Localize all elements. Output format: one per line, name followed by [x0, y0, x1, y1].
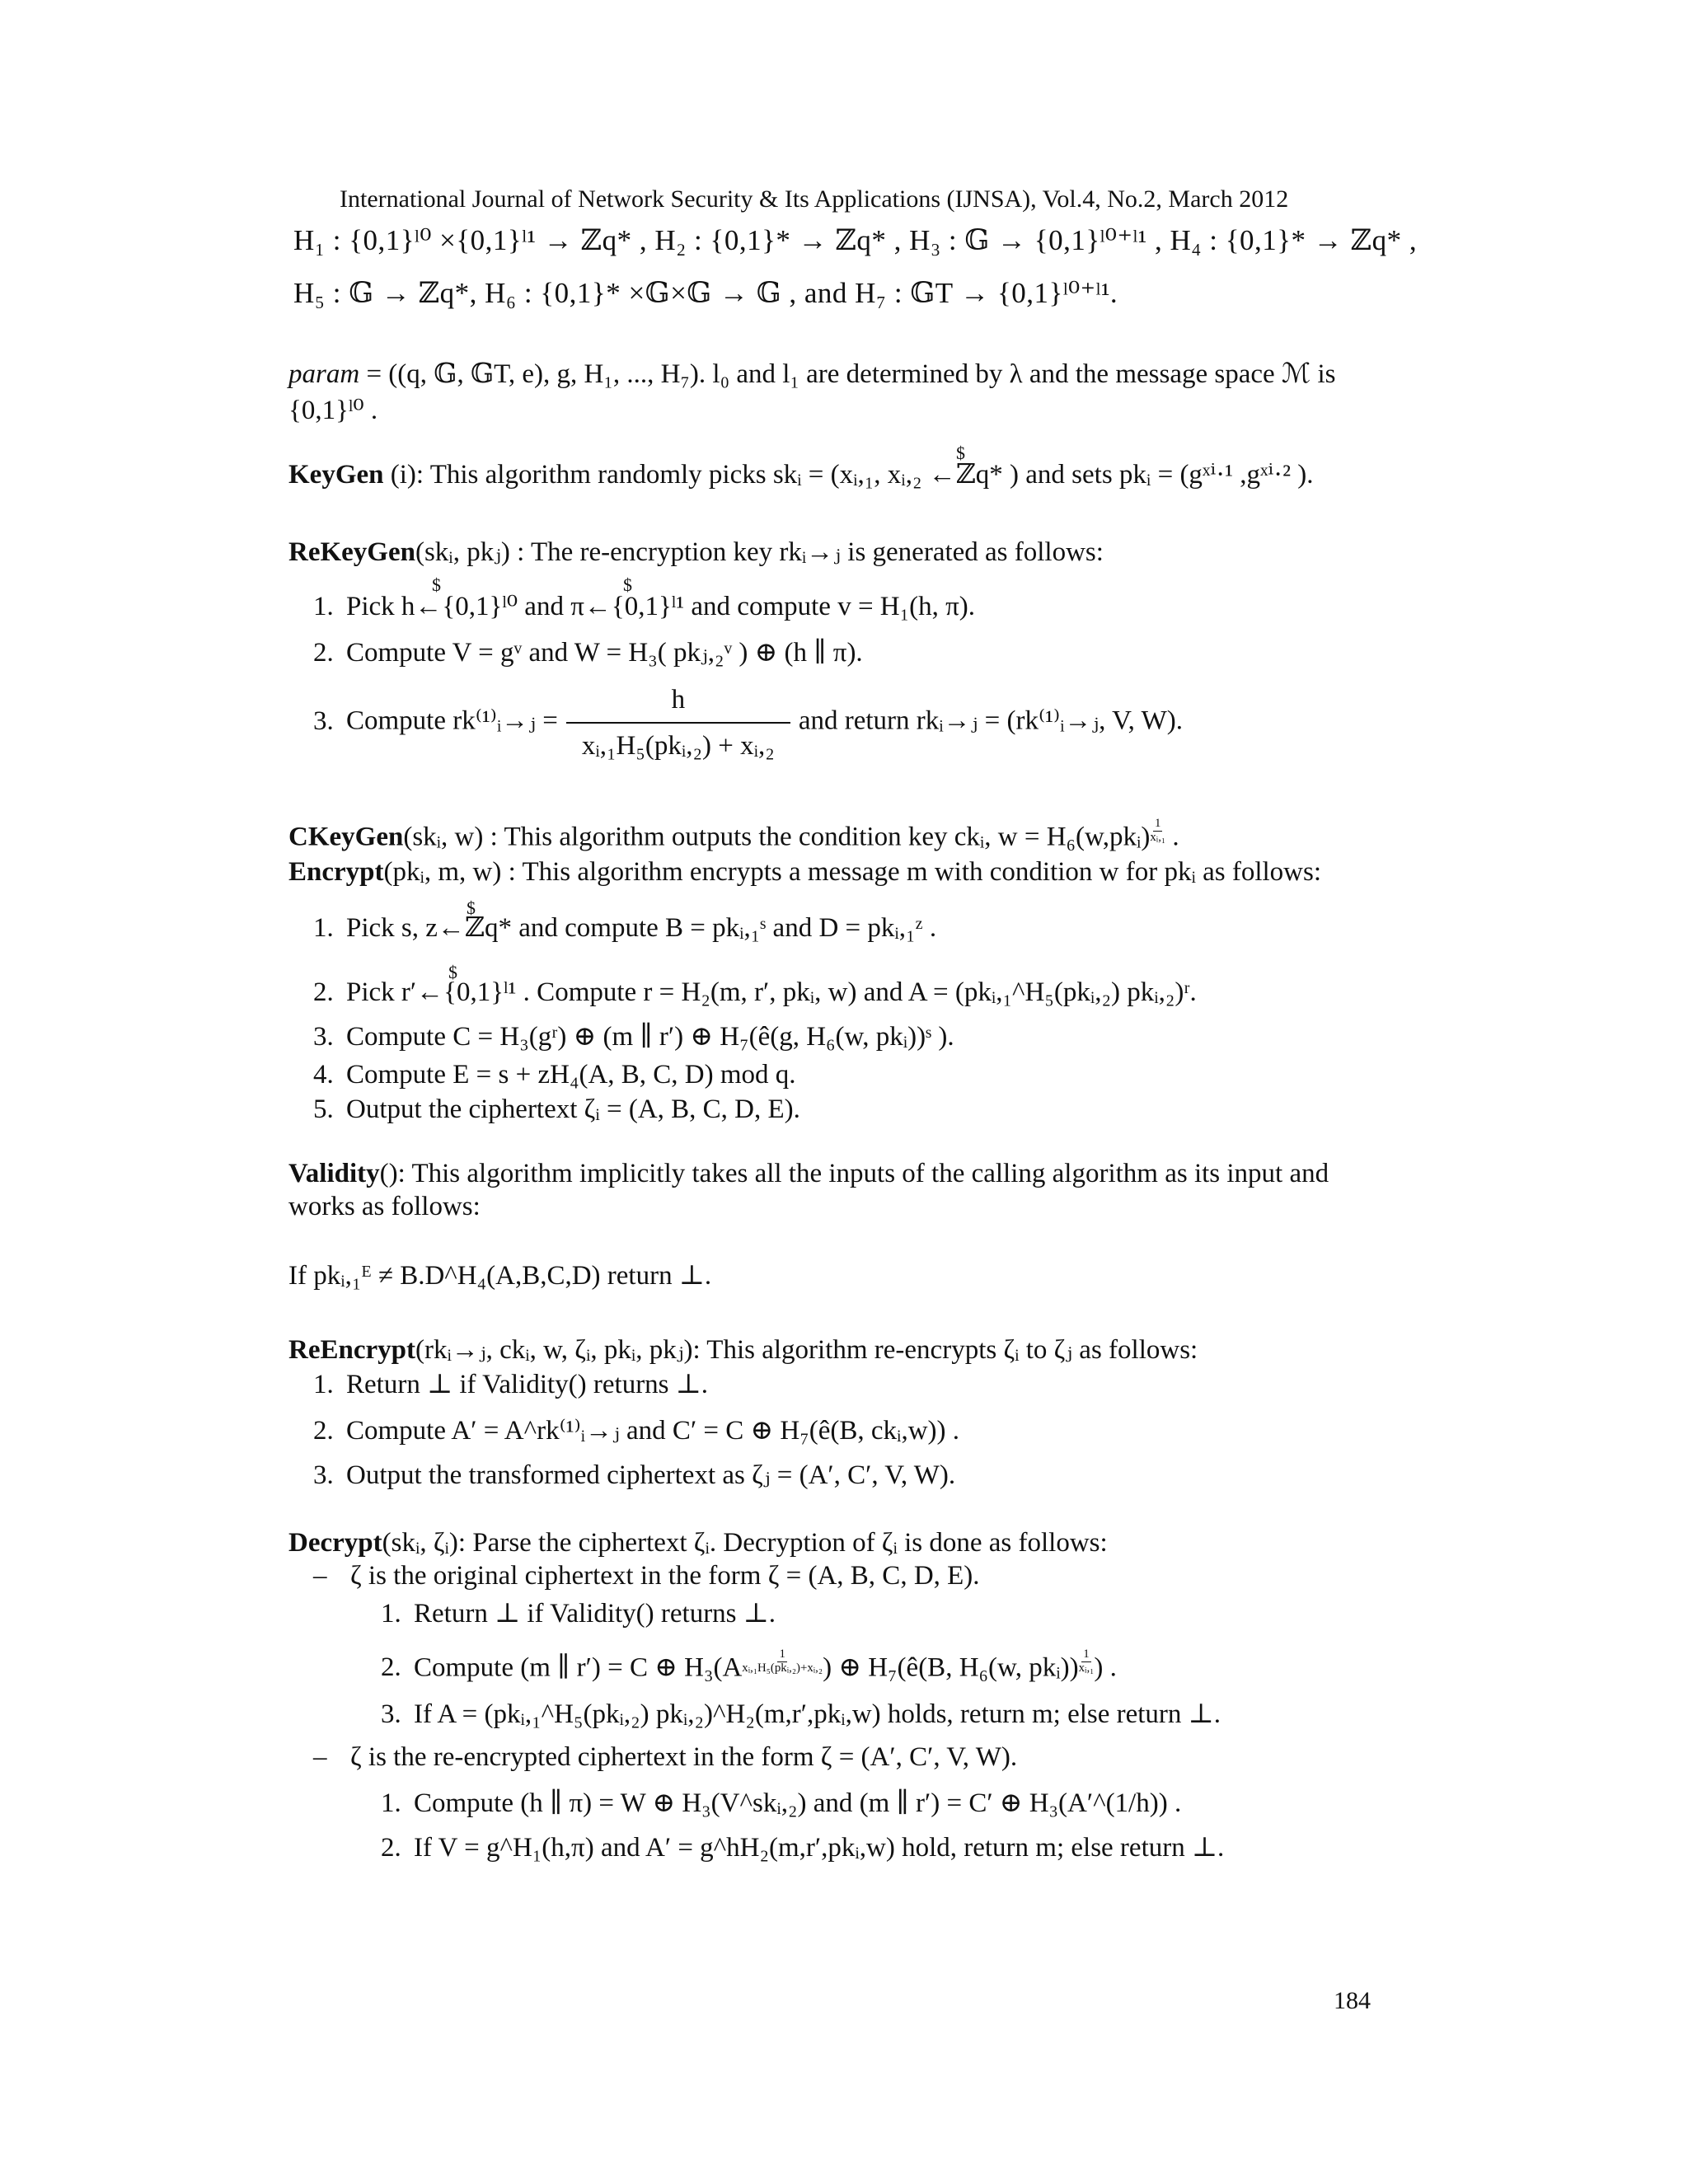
- step-text: Output the ciphertext ζᵢ = (A, B, C, D, E).: [346, 1094, 800, 1124]
- step-text-a: Compute (m ∥ r′) = C ⊕ H₃(A: [414, 1652, 743, 1683]
- step-number: 3.: [313, 1460, 334, 1490]
- encrypt-heading: [288, 855, 1321, 888]
- encrypt-random-marker-r: $: [448, 962, 457, 982]
- exponent-denominator: xᵢ,₁: [1150, 830, 1166, 844]
- step-number: 1.: [313, 592, 334, 621]
- case-dash: –: [313, 1742, 327, 1772]
- encrypt-title: Encrypt: [288, 857, 384, 887]
- step-number: 1.: [313, 1370, 334, 1399]
- ckeygen-end: .: [1165, 822, 1179, 852]
- rekeygen-step-2: [313, 636, 863, 669]
- rekeygen-heading: [288, 536, 1104, 569]
- decrypt-heading: [288, 1526, 1108, 1559]
- param-keyword: param: [288, 359, 360, 389]
- step-lead: Compute rk⁽¹⁾ᵢ→ⱼ =: [346, 705, 558, 736]
- encrypt-step-4: [313, 1058, 796, 1091]
- step-number: 3.: [381, 1699, 401, 1729]
- decrypt-case-original: [313, 1559, 980, 1592]
- param-definition-text: = ((q, 𝔾, 𝔾T, e), g, H₁, ..., H₇). l₀ and l₁ are determined by λ and the message space ℳ is: [359, 359, 1336, 389]
- step-text: Return ⊥ if Validity() returns ⊥.: [414, 1599, 776, 1629]
- ckeygen-definition: [288, 818, 1179, 853]
- step-text-b: ) ⊕ H₇(ê(B, H₆(w, pkᵢ)): [823, 1652, 1079, 1683]
- keygen-random-marker: $: [956, 443, 965, 463]
- step-number: 5.: [313, 1094, 334, 1124]
- step-number: 2.: [313, 977, 334, 1007]
- ckeygen-title: CKeyGen: [288, 822, 404, 852]
- exponent-numerator: 1: [1155, 817, 1161, 830]
- decrypt-original-step-2: [381, 1648, 1117, 1684]
- decrypt-reencrypted-step-2: [381, 1831, 1224, 1864]
- fraction-denominator: xᵢ,₁H₅(pkᵢ,₂) + xᵢ,₂: [581, 731, 775, 761]
- keygen-definition: [288, 458, 1314, 491]
- hash-definitions-line-2: H₅ : 𝔾 → ℤq*, H₆ : {0,1}* ×𝔾×𝔾 → 𝔾 , and H₇ : 𝔾T → {0,1}ˡ⁰⁺ˡ¹.: [293, 277, 1118, 309]
- decrypt-original-step-3: [381, 1698, 1221, 1731]
- reencrypt-step-1: [313, 1368, 708, 1401]
- step-text: Compute A′ = A^rk⁽¹⁾ᵢ→ⱼ and C′ = C ⊕ H₇(ê(B, ckᵢ,w)) .: [346, 1416, 960, 1446]
- journal-header: International Journal of Network Security & Its Applications (IJNSA), Vol.4, No.2, March 2012: [340, 185, 1289, 213]
- step-number: 4.: [313, 1060, 334, 1090]
- step-number: 1.: [381, 1599, 401, 1629]
- rekeygen-title: ReKeyGen: [288, 537, 415, 567]
- reencrypt-title: ReEncrypt: [288, 1335, 415, 1365]
- case-text: ζ is the original ciphertext in the form ζ = (A, B, C, D, E).: [350, 1561, 980, 1591]
- validity-line-2: works as follows:: [288, 1192, 481, 1221]
- rekeygen-random-marker-h: $: [432, 574, 441, 595]
- step-text: Output the transformed ciphertext as ζⱼ = (A′, C′, V, W).: [346, 1460, 956, 1490]
- decrypt-reencrypted-step-1: [381, 1787, 1181, 1820]
- decrypt-exponent-1: [742, 1648, 823, 1675]
- validity-line-1: [288, 1157, 1329, 1190]
- step-number: 2.: [313, 638, 334, 668]
- step-text: Pick s, z←ℤq* and compute B = pkᵢ,₁ˢ and D = pkᵢ,₁ᶻ .: [346, 913, 937, 943]
- validity-title: Validity: [288, 1159, 380, 1188]
- decrypt-title: Decrypt: [288, 1528, 382, 1558]
- reencrypt-heading: [288, 1333, 1198, 1366]
- param-definition-line-1: [288, 358, 1335, 391]
- encrypt-heading-text: (pkᵢ, m, w) : This algorithm encrypts a message m with condition w for pkᵢ as follows:: [383, 857, 1322, 887]
- exponent-numerator: 1: [779, 1647, 785, 1661]
- param-definition-line-2: {0,1}ˡ⁰ .: [288, 396, 378, 425]
- step-number: 3.: [313, 705, 334, 736]
- validity-rule: If pkᵢ,₁ᴱ ≠ B.D^H₄(A,B,C,D) return ⊥.: [288, 1261, 712, 1291]
- rekeygen-random-marker-pi: $: [623, 574, 632, 595]
- step-text-c: ) .: [1094, 1652, 1117, 1683]
- step-text: If A = (pkᵢ,₁^H₅(pkᵢ,₂) pkᵢ,₂)^H₂(m,r′,pkᵢ,w) holds, return m; else return ⊥.: [414, 1699, 1221, 1729]
- fraction-numerator: h: [566, 681, 790, 724]
- reencrypt-step-3: [313, 1459, 955, 1492]
- step-text: Compute V = gᵛ and W = H₃( pkⱼ,₂ᵛ ) ⊕ (h ∥ π).: [346, 638, 863, 668]
- page-number: 184: [1334, 1987, 1371, 2014]
- encrypt-random-marker-z: $: [467, 898, 476, 918]
- step-number: 2.: [313, 1416, 334, 1446]
- step-text: Compute C = H₃(gʳ) ⊕ (m ∥ r′) ⊕ H₇(ê(g, H₆(w, pkᵢ))ˢ ).: [346, 1022, 954, 1052]
- rekey-fraction: [566, 681, 790, 765]
- keygen-text: (i): This algorithm randomly picks skᵢ = (xᵢ,₁, xᵢ,₂ ←ℤq* ) and sets pkᵢ = (gˣⁱ·¹ ,gˣⁱ·² ).: [383, 460, 1314, 490]
- step-text: Compute (h ∥ π) = W ⊕ H₃(V^skᵢ,₂) and (m ∥ r′) = C′ ⊕ H₃(A′^(1/h)) .: [414, 1788, 1182, 1818]
- exponent-numerator: 1: [1083, 1647, 1090, 1661]
- validity-text: (): This algorithm implicitly takes all the inputs of the calling algorithm as its input and: [379, 1159, 1329, 1188]
- encrypt-step-3: [313, 1020, 954, 1053]
- step-number: 2.: [381, 1652, 401, 1683]
- step-text: Pick h←{0,1}ˡ⁰ and π←{0,1}ˡ¹ and compute v = H₁(h, π).: [346, 592, 976, 621]
- decrypt-exponent-2: [1079, 1648, 1095, 1675]
- rekeygen-step-3: [313, 681, 1183, 765]
- rekeygen-heading-text: (skᵢ, pkⱼ) : The re-encryption key rkᵢ→ⱼ is generated as follows:: [415, 537, 1104, 567]
- decrypt-heading-text: (skᵢ, ζᵢ): Parse the ciphertext ζᵢ. Decryption of ζᵢ is done as follows:: [382, 1528, 1108, 1558]
- encrypt-step-2: [313, 976, 1197, 1009]
- step-number: 1.: [381, 1788, 401, 1818]
- step-text: Return ⊥ if Validity() returns ⊥.: [346, 1370, 709, 1399]
- case-dash: –: [313, 1561, 327, 1591]
- exponent-denominator: xᵢ,₁H₅(pkᵢ,₂)+xᵢ,₂: [742, 1661, 823, 1675]
- rekeygen-step-1: [313, 590, 975, 623]
- decrypt-original-step-1: [381, 1597, 776, 1630]
- step-number: 2.: [381, 1833, 401, 1863]
- step-number: 1.: [313, 913, 334, 943]
- step-number: 3.: [313, 1022, 334, 1052]
- keygen-title: KeyGen: [288, 460, 384, 490]
- hash-definitions-line-1: H₁ : {0,1}ˡ⁰ ×{0,1}ˡ¹ → ℤq* , H₂ : {0,1}* → ℤq* , H₃ : 𝔾 → {0,1}ˡ⁰⁺ˡ¹ , H₄ : {0,1}* → ℤq* ,: [293, 224, 1418, 256]
- reencrypt-heading-text: (rkᵢ→ⱼ, ckᵢ, w, ζᵢ, pkᵢ, pkⱼ): This algorithm re-encrypts ζᵢ to ζⱼ as follows:: [415, 1335, 1198, 1365]
- step-text: Pick r′←{0,1}ˡ¹ . Compute r = H₂(m, r′, pkᵢ, w) and A = (pkᵢ,₁^H₅(pkᵢ,₂) pkᵢ,₂)ʳ.: [346, 977, 1197, 1007]
- step-text: If V = g^H₁(h,π) and A′ = g^hH₂(m,r′,pkᵢ,w) hold, return m; else return ⊥.: [414, 1833, 1225, 1863]
- encrypt-step-1: [313, 912, 936, 944]
- exponent-denominator: xᵢ,₁: [1078, 1661, 1095, 1675]
- reencrypt-step-2: [313, 1414, 959, 1447]
- step-tail: and return rkᵢ→ⱼ = (rk⁽¹⁾ᵢ→ⱼ, V, W).: [798, 705, 1183, 736]
- encrypt-step-5: [313, 1093, 800, 1126]
- ckeygen-text: (skᵢ, w) : This algorithm outputs the condition key ckᵢ, w = H₆(w,pkᵢ): [403, 822, 1151, 852]
- step-text: Compute E = s + zH₄(A, B, C, D) mod q.: [346, 1060, 796, 1090]
- case-text: ζ is the re-encrypted ciphertext in the form ζ = (A′, C′, V, W).: [350, 1742, 1018, 1772]
- ckeygen-exponent: [1150, 818, 1165, 844]
- decrypt-case-reencrypted: [313, 1741, 1017, 1774]
